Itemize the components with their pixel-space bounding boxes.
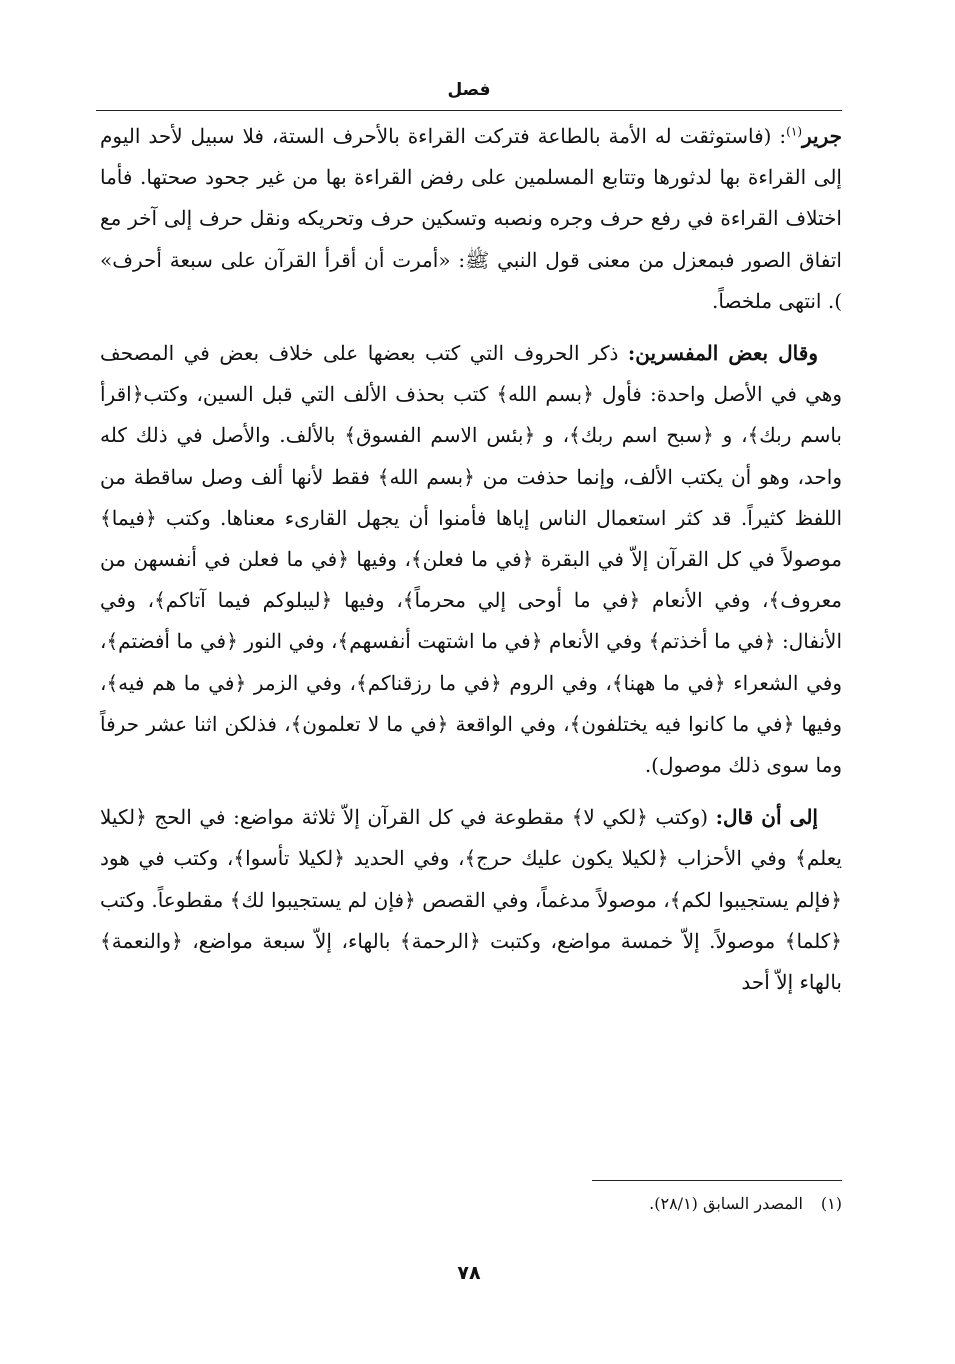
footnote-number: (١) xyxy=(820,1194,842,1213)
paragraph-2-text: ذكر الحروف التي كتب بعضها على خلاف بعض في المصحف وهي في الأصل واحدة: فأول ﴿بسم الله﴾ كتب بحذف الألف التي قبل السين، وكتب﴿اقرأ باسم ربك﴾، و ﴿سبح اسم ربك﴾، و ﴿بئس الاسم الفسوق﴾ بالألف. والأصل في ذلك كله واحد، وهو أن يكتب الألف، وإنما حذفت من ﴿بسم الله﴾ فقط لأنها ألف وصل ساقطة من اللفظ كثيراً. قد كثر استعمال الناس إياها فأمنوا أن يجهل القارىء معناها. وكتب ﴿فيما﴾ موصولاً في كل القرآن إلاّ في البقرة ﴿في ما فعلن﴾، وفيها ﴿في ما فعلن في أنفسهن من معروف﴾، وفي الأنعام ﴿في ما أوحى إلي محرماً﴾، وفيها ﴿ليبلوكم فيما آتاكم﴾، وفي الأنفال: ﴿في ما أخذتم﴾ وفي الأنعام ﴿في ما اشتهت أنفسهم﴾، وفي النور ﴿في ما أفضتم﴾، وفي الشعراء ﴿في ما ههنا﴾، وفي الروم ﴿في ما رزقناكم﴾، وفي الزمر ﴿في ما هم فيه﴾، وفيها ﴿في ما كانوا فيه يختلفون﴾، وفي الواقعة ﴿في ما لا تعلمون﴾، فذلكن اثنا عشر حرفاً وما سوى ذلك موصول). xyxy=(100,341,842,778)
body-text xyxy=(100,116,842,1003)
paragraph-3-text: (وكتب ﴿لكي لا﴾ مقطوعة في كل القرآن إلاّ ثلاثة مواضع: في الحج ﴿لكيلا يعلم﴾ وفي الأحزاب ﴿لكيلا يكون عليك حرج﴾، وفي الحديد ﴿لكيلا تأسوا﴾، وكتب في هود ﴿فإلم يستجيبوا لكم﴾، موصولاً مدغماً، وفي القصص ﴿فإن لم يستجيبوا لك﴾ مقطوعاً. وكتب ﴿كلما﴾ موصولاً. إلاّ خمسة مواضع، وكتبت ﴿الرحمة﴾ بالهاء، إلاّ سبعة مواضع، ﴿والنعمة﴾ بالهاء إلاّ أحد xyxy=(100,805,843,995)
paragraph-3-lead: إلى أن قال: xyxy=(715,805,818,830)
paragraph-2-lead: وقال بعض المفسرين: xyxy=(627,341,818,366)
footnote-reference: (١) xyxy=(786,124,802,139)
paragraph-2 xyxy=(100,333,842,786)
page-number: ٧٨ xyxy=(457,1262,481,1284)
header-rule xyxy=(96,110,842,111)
paragraph-3 xyxy=(100,797,842,1003)
paragraph-1-lead: جرير xyxy=(802,124,842,148)
footnote-text: المصدر السابق (٢٨/١). xyxy=(649,1194,803,1213)
paragraph-1-text: : (فاستوثقت له الأمة بالطاعة فتركت القراءة بالأحرف الستة، فلا سبيل لأحد اليوم إلى القراءة بها لدثورها وتتابع المسلمين على رفض القراءة بها من غير جحود صحتها. فأما اختلاف القراءة في رفع حرف وجره ونصبه وتسكين حرف وتحريكه ونقل حرف إلى آخر مع اتفاق الصور فبمعزل من معنى قول النبي ﷺ: «أمرت أن أقرأ القرآن على سبعة أحرف» ). انتهى ملخصاً. xyxy=(100,124,842,313)
running-header: فصل xyxy=(447,80,491,100)
footnote-rule xyxy=(592,1180,842,1181)
paragraph-1 xyxy=(100,116,842,322)
footnote xyxy=(100,1192,842,1216)
